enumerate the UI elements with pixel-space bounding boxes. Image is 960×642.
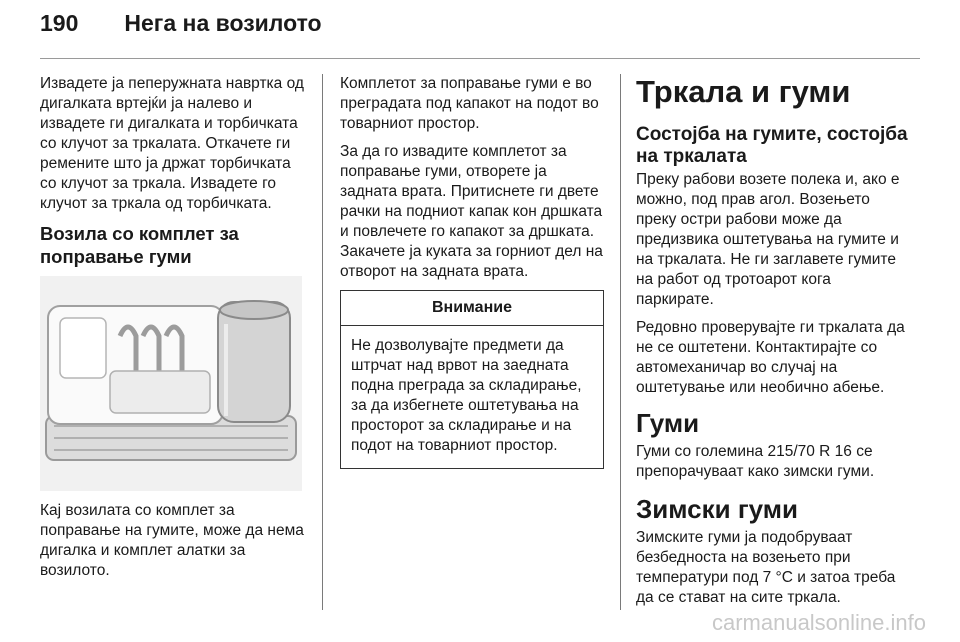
warning-title: Внимание: [341, 291, 603, 326]
condition-paragraph-2: Редовно проверувајте ги тркалата да не се оштетени. Контактирајте со автомеханичар во случај на оштетување или необично абење.: [636, 319, 905, 396]
column-middle: [340, 74, 604, 469]
page-header: [40, 10, 322, 37]
tyres-paragraph: Гуми со големина 215/70 R 16 се препорачуваат како зимски гуми.: [636, 443, 875, 480]
warning-box: [340, 290, 604, 469]
repair-kit-illustration: [40, 276, 302, 491]
jack-removal-paragraph: Извадете ја пеперужната навртка од дигалката вртејќи ја налево и извадете ги дигалката и торбичката со клучот за тркалата. Откачете ги ремените што ја држат торбичката со клучот за тркала. Извадете го клучот за тркала од торбичката.: [40, 75, 304, 212]
kit-location-paragraph: Комплетот за поправање гуми е во преградата под капакот на подот во товарниот простор.: [340, 75, 599, 132]
repair-kit-heading: Возила со комплет за поправање гуми: [40, 223, 239, 267]
repair-kit-figure: [40, 276, 302, 491]
column-left: [40, 74, 308, 589]
tyres-heading: Гуми: [636, 408, 700, 438]
condition-paragraph-1: Преку рабови возете полека и, ако е можно, под прав агол. Возењето преку остри рабови може да предизвика оштетувања на гумите и на тркалата. Не ги заглавете гумите на работ од тротоарот кога паркирате.: [636, 171, 900, 308]
page-title: Нега на возилото: [124, 10, 322, 36]
header-rule: [40, 58, 920, 59]
column-right: [636, 74, 908, 616]
winter-tyres-heading: Зимски гуми: [636, 494, 799, 524]
section-title: Тркала и гуми: [636, 74, 851, 109]
condition-heading: Состојба на гумите, состојба на тркалата: [636, 124, 908, 167]
warning-text: Не дозволувајте предмети да штрчат над врвот на заедната подна преграда за складирање, за да избегнете оштетувања на просторот за складирање и на подот на товарниот простор.: [351, 337, 582, 454]
watermark: carmanualsonline.info: [711, 610, 926, 635]
kit-removal-paragraph: За да го извадите комплетот за поправање гуми, отворете ја задната врата. Притиснете ги двете рачки на подниот капак кон дршката и повлечете го капакот за дршката. Закачете ја куката за горниот дел на отворот на задната врата.: [340, 143, 603, 280]
column-divider: [322, 74, 323, 610]
winter-tyres-paragraph: Зимските гуми ја подобруваат безбедноста на возењето при температури под 7 °C и затоа треба да се стават на сите тркала.: [636, 529, 896, 606]
page-number: 190: [40, 10, 79, 36]
figure-caption: Кај возилата со комплет за поправање на гумите, може да нема дигалка и комплет алатки за возилото.: [40, 502, 304, 579]
column-divider: [620, 74, 621, 610]
